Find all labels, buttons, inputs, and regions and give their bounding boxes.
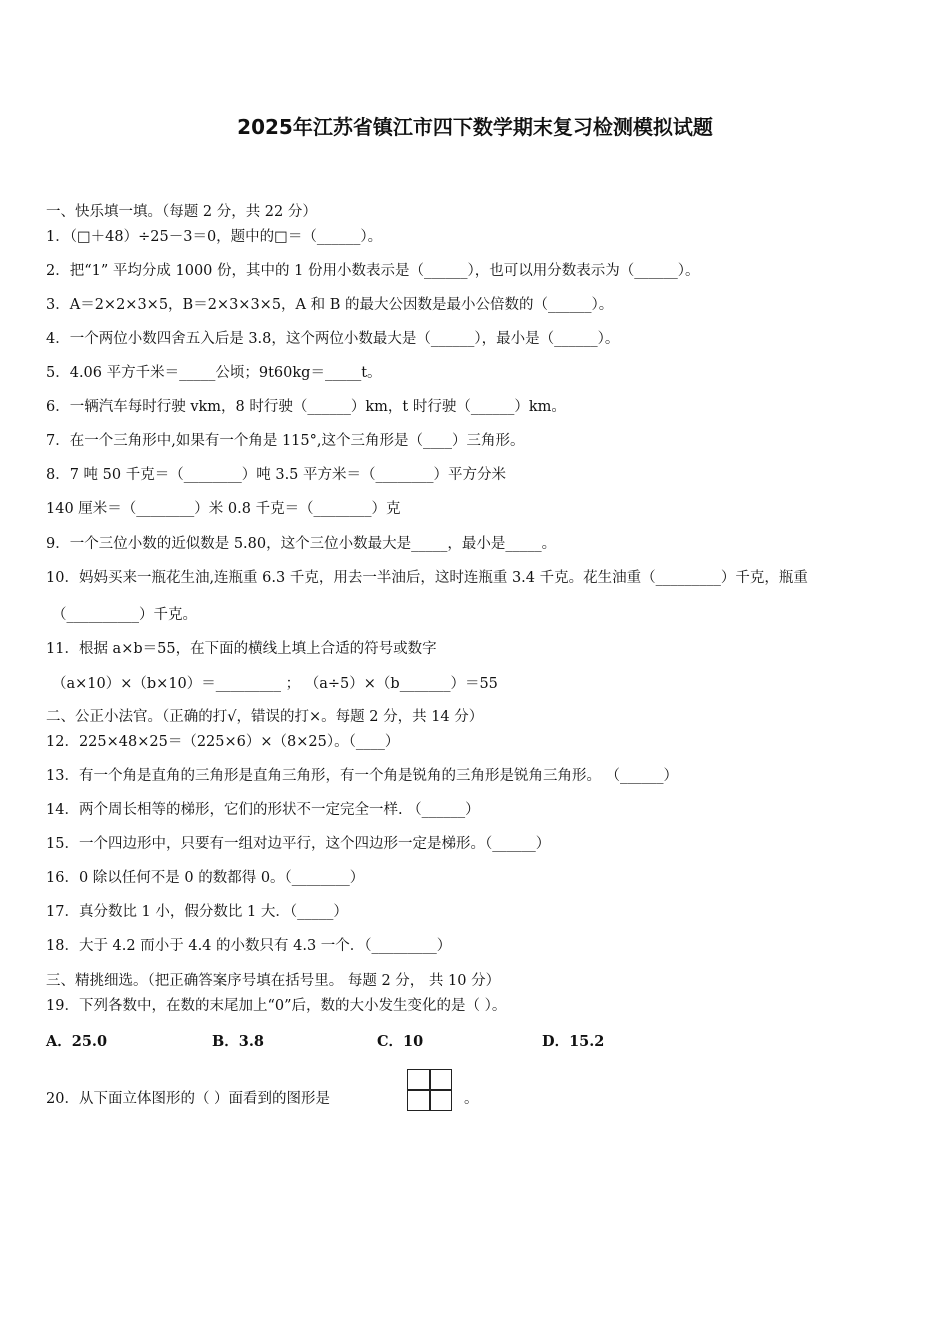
q19-option-d: D．15.2 (542, 1033, 605, 1050)
question-18: 18．大于 4.2 而小于 4.4 的小数只有 4.3 一个．（_________） (46, 938, 452, 954)
question-8-line-2: 140 厘米＝（________）米 0.8 千克＝（________）克 (46, 501, 401, 517)
question-11-line-1: 11．根据 a×b＝55，在下面的横线上填上合适的符号或数字 (46, 641, 437, 657)
question-4: 4．一个两位小数四舍五入后是 3.8，这个两位小数最大是（______），最小是（______）。 (46, 331, 620, 347)
section-3-heading: 三、精挑细选。（把正确答案序号填在括号里。 每题 2 分， 共 10 分） (46, 973, 501, 989)
square-grid-figure (407, 1069, 452, 1111)
page-title: 2025年江苏省镇江市四下数学期末复习检测模拟试题 (237, 115, 713, 139)
question-9: 9．一个三位小数的近似数是 5.80，这个三位小数最大是_____，最小是_____。 (46, 536, 557, 552)
question-19: 19．下列各数中，在数的末尾加上“0”后，数的大小发生变化的是（ ）。 (46, 998, 507, 1014)
question-13: 13．有一个角是直角的三角形是直角三角形，有一个角是锐角的三角形是锐角三角形。 （______） (46, 768, 679, 784)
question-20: 20．从下面立体图形的（ ）面看到的图形是 (46, 1091, 331, 1107)
question-11-line-2: （a×10）×（b×10）＝_________ ； （a÷5）×（b_______）＝55 (52, 676, 498, 692)
question-8-line-1: 8．7 吨 50 千克＝（________）吨 3.5 平方米＝（________）平方分米 (46, 467, 507, 483)
question-14: 14．两个周长相等的梯形，它们的形状不一定完全一样. （______） (46, 802, 480, 818)
question-17: 17．真分数比 1 小，假分数比 1 大．（_____） (46, 904, 348, 920)
question-7: 7．在一个三角形中,如果有一个角是 115°,这个三角形是（____）三角形。 (46, 433, 525, 449)
section-1-heading: 一、快乐填一填。（每题 2 分，共 22 分） (46, 204, 317, 220)
section-2-heading: 二、公正小法官。（正确的打√，错误的打×。每题 2 分，共 14 分） (46, 709, 484, 725)
question-12: 12．225×48×25＝（225×6）×（8×25）。（____） (46, 734, 400, 750)
question-5: 5．4.06 平方千米＝_____公顷；9t60kg＝_____t。 (46, 365, 382, 381)
question-10-line-1: 10．妈妈买来一瓶花生油,连瓶重 6.3 千克，用去一半油后，这时连瓶重 3.4 千克。花生油重（_________）千克，瓶重 (46, 570, 808, 586)
question-16: 16．0 除以任何不是 0 的数都得 0。（________） (46, 870, 365, 886)
question-1: 1．（□＋48）÷25－3＝0，题中的□＝（______）。 (46, 229, 383, 245)
question-15: 15．一个四边形中，只要有一组对边平行，这个四边形一定是梯形。（______） (46, 836, 551, 852)
q19-option-a: A．25.0 (46, 1033, 108, 1050)
q19-option-c: C．10 (377, 1033, 424, 1050)
question-10-line-2: （__________）千克。 (52, 607, 197, 623)
question-6: 6．一辆汽车每时行驶 vkm，8 时行驶（______）km，t 时行驶（______）km。 (46, 399, 566, 415)
question-20-end: 。 (464, 1091, 479, 1107)
question-3: 3．A＝2×2×3×5，B＝2×3×3×5，A 和 B 的最大公因数是最小公倍数的（______）。 (46, 297, 614, 313)
q19-option-b: B．3.8 (212, 1033, 264, 1050)
question-2: 2．把“1” 平均分成 1000 份，其中的 1 份用小数表示是（______），也可以用分数表示为（______）。 (46, 263, 700, 279)
grid-horizontal-line (408, 1089, 451, 1091)
